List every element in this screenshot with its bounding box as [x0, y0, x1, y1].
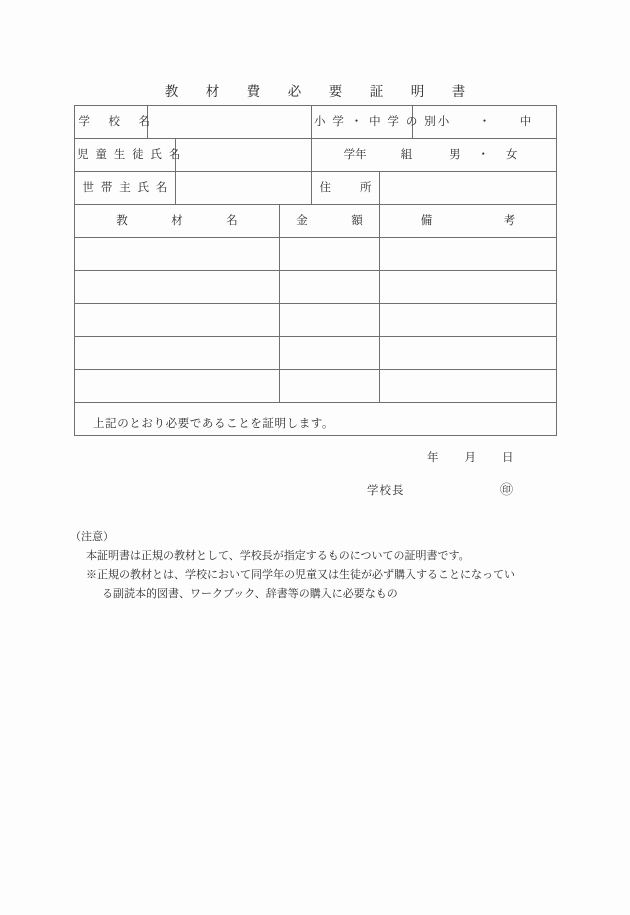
page-title: 教 材 費 必 要 証 明 書: [164, 84, 473, 99]
table-row: [75, 238, 557, 271]
table-row: [75, 304, 557, 337]
cell-note[interactable]: [380, 370, 557, 403]
notes-line-2: ※正規の教材とは、学校において同学年の児童又は生徒が必ず購入することになってい: [86, 568, 515, 581]
table-row: [75, 370, 557, 403]
householder-name-label: 世 帯 主 氏 名: [75, 172, 176, 205]
table-row: [75, 271, 557, 304]
cell-material[interactable]: [75, 271, 280, 304]
certificate-form-table: [74, 105, 557, 497]
address-input[interactable]: [380, 172, 557, 205]
day-label: 日: [502, 452, 514, 464]
student-name-input[interactable]: [176, 139, 312, 172]
class-label: 組: [400, 148, 413, 161]
school-level-options[interactable]: 小 ・ 中: [413, 106, 557, 139]
column-header-material: 教 材 名: [75, 205, 280, 238]
cell-material[interactable]: [75, 337, 280, 370]
cell-material[interactable]: [75, 370, 280, 403]
school-name-input[interactable]: [148, 106, 312, 139]
cell-amount[interactable]: [280, 304, 380, 337]
notes-line-3: る副読本的図書、ワークブック、辞書等の購入に必要なもの: [102, 587, 398, 600]
certification-date-line[interactable]: [427, 451, 514, 465]
row-householder: [75, 172, 557, 205]
grade-class-sex-group[interactable]: [312, 139, 557, 172]
sex-options[interactable]: 男 ・ 女: [449, 148, 525, 161]
certification-statement: 上記のとおり必要であることを証明します。: [93, 418, 335, 430]
student-name-label: 児 童 生 徒 氏 名: [75, 139, 176, 172]
address-label: 住 所: [312, 172, 380, 205]
principal-signature-label: 学校長: [367, 485, 405, 497]
householder-name-input[interactable]: [176, 172, 312, 205]
notes-section: [70, 528, 600, 604]
cell-amount[interactable]: [280, 238, 380, 271]
row-school-name: [75, 106, 557, 139]
year-label: 年: [427, 452, 439, 464]
notes-line-1: 本証明書は正規の教材として、学校長が指定するものについての証明書です。: [86, 549, 470, 562]
cell-amount[interactable]: [280, 337, 380, 370]
certification-block: [75, 403, 557, 497]
cell-note[interactable]: [380, 238, 557, 271]
grade-label: 学年: [343, 148, 367, 161]
school-level-label: 小 学 ・ 中 学 の 別: [312, 106, 413, 139]
cell-amount[interactable]: [280, 271, 380, 304]
table-row: [75, 337, 557, 370]
notes-heading: （注意）: [70, 531, 114, 543]
cell-material[interactable]: [75, 304, 280, 337]
column-header-amount: 金 額: [280, 205, 380, 238]
school-name-label: 学 校 名: [75, 106, 148, 139]
cell-note[interactable]: [380, 337, 557, 370]
items-header-row: [75, 205, 557, 238]
cell-note[interactable]: [380, 271, 557, 304]
seal-icon: ㊞: [500, 482, 514, 497]
cell-amount[interactable]: [280, 370, 380, 403]
cell-note[interactable]: [380, 304, 557, 337]
certification-row: [75, 403, 557, 436]
cell-material[interactable]: [75, 238, 280, 271]
month-label: 月: [464, 452, 476, 464]
row-student-name: [75, 139, 557, 172]
column-header-note: 備 考: [380, 205, 557, 238]
